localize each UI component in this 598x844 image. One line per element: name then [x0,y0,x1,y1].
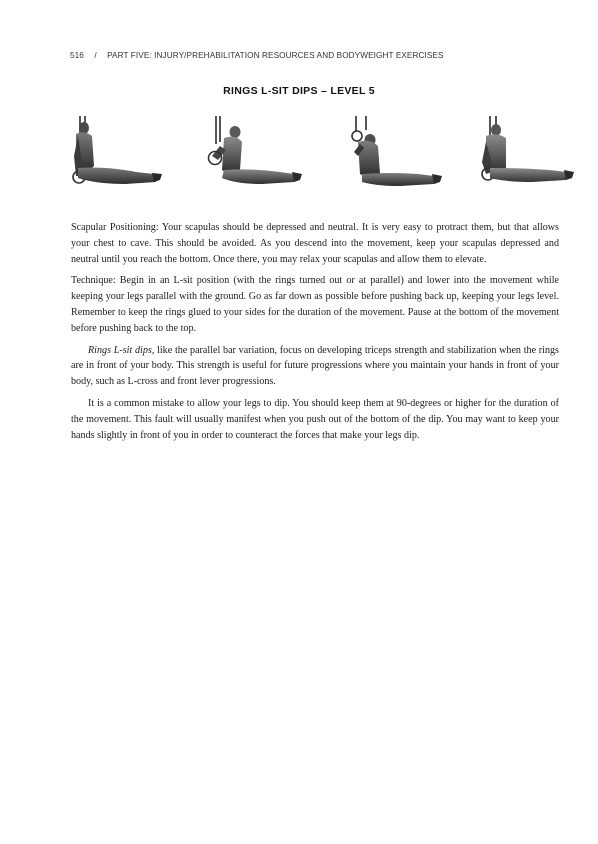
rings-l-sit-dips-text: , like the parallel bar variation, focus on developing triceps strength and stabilization when the rings are in front of your body. This strength is useful for future progressions where you maintain your hands in front of your body, such as L-cross and front lever progressions. [71,344,559,388]
rings-l-sit-top-position-figure [66,116,172,190]
exercise-title: RINGS L-SIT DIPS – LEVEL 5 [223,85,375,97]
rings-l-sit-descending-figure [202,116,308,190]
rings-l-sit-back-view-figure [470,116,576,190]
header-separator: / [94,51,97,60]
technique-paragraph: Technique: Begin in an L-sit position (with the rings turned out or at parallel) and lower into the movement while keeping your legs parallel with the ground. Go as far down as possible before pushing back up, keeping your legs level. Remember to keep the rings glued to your sides for the duration of the movement. Pause at the bottom of the movement before pushing back to the top. [71,275,559,334]
exercise-figure-strip [66,116,576,194]
body-text [71,220,559,449]
scapular-positioning-paragraph: Scapular Positioning: Your scapulas should be depressed and neutral. It is very easy to protract them, but that allows your chest to cave. This should be avoided. As you descend into the movement, keep your scapulas depressed and neutral until you reach the bottom. Once there, you may relax your scapulas and allow them to elevate. [71,222,559,265]
common-mistake-paragraph: It is a common mistake to allow your legs to dip. You should keep them at 90-degrees or higher for the duration of the movement. This fault will usually manifest when you push out of the bottom of the dip. You may want to keep your hands slightly in front of you in order to counteract the forces that make your legs dip. [71,397,559,441]
section-title: PART FIVE: INJURY/PREHABILITATION RESOURCES AND BODYWEIGHT EXERCISES [107,51,444,60]
rings-l-sit-dips-paragraph [71,343,559,390]
page-number: 516 [70,51,84,60]
rings-l-sit-dips-term: Rings L-sit dips [88,344,152,356]
rings-l-sit-bottom-position-figure [340,116,446,190]
running-head [70,51,444,60]
